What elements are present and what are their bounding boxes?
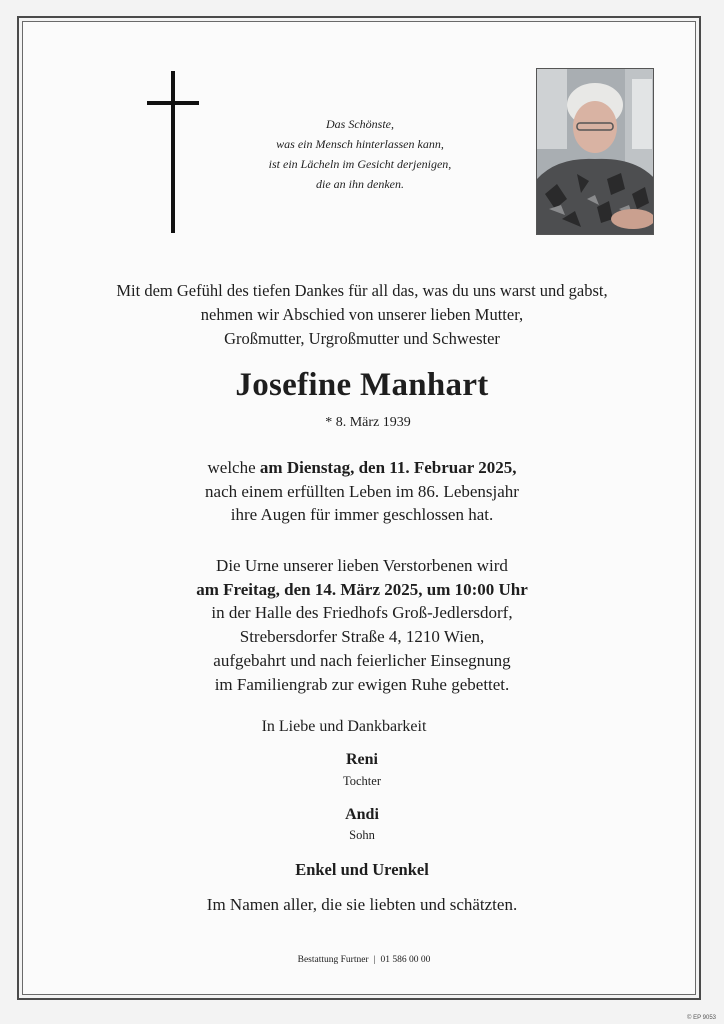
- quote-line: was ein Mensch hinterlassen kann,: [276, 137, 444, 151]
- mourner-name: Reni: [346, 751, 378, 768]
- funeral-home-footer: [2, 955, 724, 965]
- on-behalf-line: Im Namen aller, die sie liebten und schätzten.: [206, 895, 518, 914]
- intro-line: Mit dem Gefühl des tiefen Dankes für all das, was du uns warst und gabst,: [116, 281, 608, 300]
- quote-line: die an ihn denken.: [316, 177, 404, 191]
- quote-line: Das Schönste,: [326, 117, 394, 131]
- form-code: © EP 9053: [687, 1015, 716, 1021]
- cross-icon-bar: [147, 101, 199, 105]
- portrait-photo: [536, 68, 654, 235]
- death-line: ihre Augen für immer geschlossen hat.: [230, 505, 494, 525]
- quote-line: ist ein Lächeln im Gesicht derjenigen,: [268, 157, 452, 171]
- urn-date-text: am Freitag, den 14. März 2025, um 10:00 Uhr: [196, 579, 528, 599]
- mourner-role: Sohn: [349, 828, 375, 842]
- urn-line: im Familiengrab zur ewigen Ruhe gebettet.: [214, 674, 510, 694]
- cross-icon: [171, 71, 175, 233]
- funeral-home-phone: 01 586 00 00: [380, 955, 431, 965]
- urn-line: Strebersdorfer Straße 4, 1210 Wien,: [239, 627, 485, 647]
- urn-line: in der Halle des Friedhofs Groß-Jedlersdorf,: [211, 603, 513, 623]
- closing-line: In Liebe und Dankbarkeit: [261, 718, 427, 735]
- deceased-name: Josefine Manhart: [235, 367, 489, 403]
- funeral-home-name: Bestattung Furtner: [297, 955, 369, 965]
- footer-separator: |: [373, 955, 376, 965]
- death-date: am Dienstag, den 11. Februar 2025,: [259, 458, 517, 477]
- death-line: [0, 456, 724, 480]
- urn-ceremony: [0, 554, 724, 696]
- urn-date: [0, 578, 724, 602]
- mourner-name: Andi: [345, 806, 379, 823]
- urn-line: aufgebahrt und nach feierlicher Einsegnung: [213, 650, 511, 670]
- death-announcement: [0, 456, 724, 527]
- memorial-quote: [212, 114, 508, 194]
- mourner-role: Tochter: [343, 774, 381, 788]
- intro-text: [0, 279, 724, 351]
- intro-line: Großmutter, Urgroßmutter und Schwester: [224, 329, 500, 348]
- death-prefix: welche: [207, 458, 260, 477]
- urn-line: Die Urne unserer lieben Verstorbenen wird: [216, 556, 508, 575]
- birth-date: * 8. März 1939: [325, 415, 411, 430]
- death-line: nach einem erfüllten Leben im 86. Lebensjahr: [205, 481, 519, 501]
- grandchildren-line: Enkel und Urenkel: [295, 860, 429, 879]
- intro-line: nehmen wir Abschied von unserer lieben Mutter,: [200, 305, 524, 324]
- portrait-image: [537, 69, 654, 235]
